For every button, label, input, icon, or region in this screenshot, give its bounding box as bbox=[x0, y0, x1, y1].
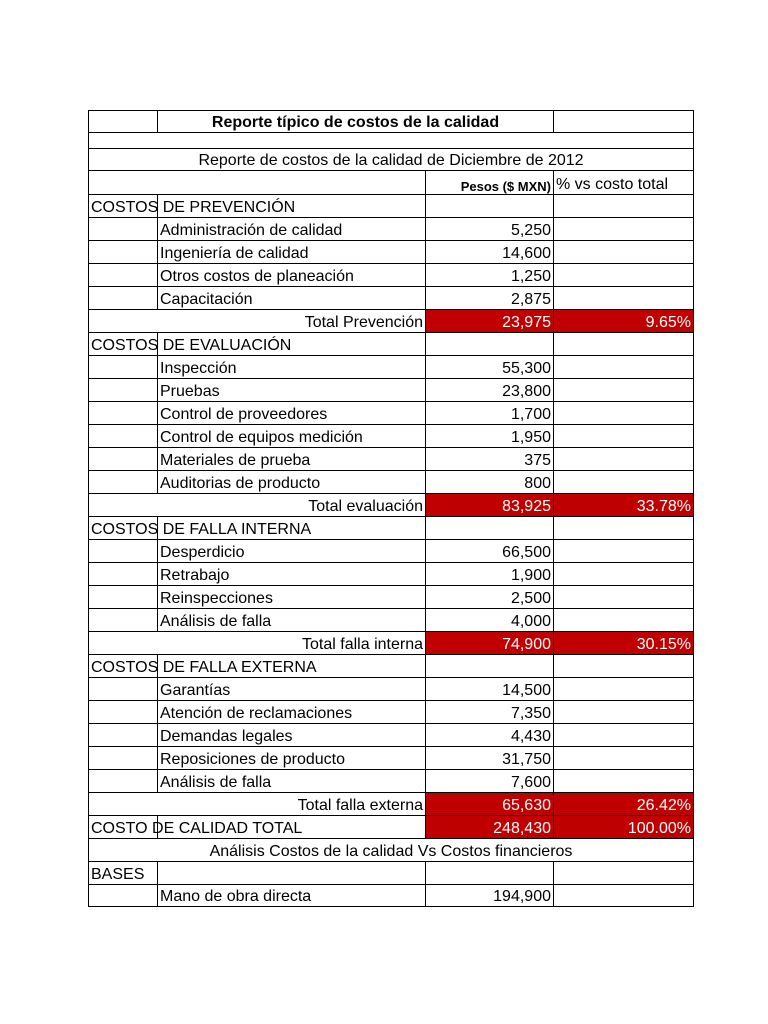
table-cell bbox=[553, 286, 694, 309]
line-item-label-text: Control de equipos medición bbox=[160, 429, 363, 446]
section-total-label-text: Total falla interna bbox=[302, 636, 423, 653]
line-item-value-text: 7,350 bbox=[510, 705, 551, 722]
table-cell bbox=[88, 355, 157, 378]
section-heading-text: COSTOS DE PREVENCIÓN bbox=[91, 199, 296, 216]
table-cell bbox=[425, 194, 553, 217]
section-total-pct bbox=[553, 792, 694, 815]
table-cell bbox=[553, 861, 694, 884]
line-item-row bbox=[0, 447, 768, 470]
line-item-row bbox=[0, 378, 768, 401]
line-item-value-text: 14,600 bbox=[502, 245, 551, 262]
table-cell bbox=[88, 585, 157, 608]
line-item-value bbox=[425, 608, 553, 631]
line-item-value bbox=[425, 677, 553, 700]
grand-total-value-text: 248,430 bbox=[493, 820, 551, 837]
line-item-label bbox=[157, 677, 425, 700]
table-cell bbox=[553, 263, 694, 286]
line-item-label bbox=[157, 585, 425, 608]
table-cell bbox=[553, 884, 694, 907]
line-item-value-text: 23,800 bbox=[502, 383, 551, 400]
line-item-value-text: 1,250 bbox=[510, 268, 551, 285]
table-cell bbox=[88, 700, 157, 723]
report-subtitle-text: Reporte de costos de la calidad de Diciembre de 2012 bbox=[198, 152, 584, 169]
table-cell bbox=[157, 861, 425, 884]
table-cell bbox=[88, 424, 157, 447]
section-total-value-text: 83,925 bbox=[502, 498, 551, 515]
grand-total-label-text: COSTO DE CALIDAD TOTAL bbox=[91, 820, 303, 837]
table-cell bbox=[88, 447, 157, 470]
line-item-row bbox=[0, 355, 768, 378]
line-item-label bbox=[157, 608, 425, 631]
line-item-row bbox=[0, 217, 768, 240]
line-item-label-text: Pruebas bbox=[160, 383, 220, 400]
grand-total-row bbox=[0, 815, 768, 838]
section-heading-text: COSTOS DE FALLA INTERNA bbox=[91, 521, 312, 538]
line-item-value bbox=[425, 447, 553, 470]
table-cell bbox=[553, 562, 694, 585]
table-cell bbox=[88, 746, 157, 769]
table-cell bbox=[88, 470, 157, 493]
line-item-label-text: Reposiciones de producto bbox=[160, 751, 346, 768]
table-cell bbox=[553, 194, 694, 217]
section-total-pct-text: 26.42% bbox=[636, 797, 691, 814]
line-item-value bbox=[425, 286, 553, 309]
section-total-pct-text: 30.15% bbox=[636, 636, 691, 653]
line-item-value bbox=[425, 401, 553, 424]
line-item-label bbox=[157, 746, 425, 769]
line-item-label bbox=[157, 723, 425, 746]
pct-header-text: % vs costo total bbox=[556, 176, 669, 193]
line-item-value bbox=[425, 746, 553, 769]
pesos-header bbox=[425, 170, 553, 194]
line-item-label bbox=[157, 355, 425, 378]
line-item-label-text: Capacitación bbox=[160, 291, 253, 308]
line-item-label bbox=[157, 470, 425, 493]
line-item-row bbox=[0, 723, 768, 746]
table-cell bbox=[553, 217, 694, 240]
line-item-label bbox=[157, 424, 425, 447]
line-item-label bbox=[157, 447, 425, 470]
table-cell bbox=[553, 332, 694, 355]
section-total-row bbox=[0, 309, 768, 332]
section-total-label-text: Total falla externa bbox=[297, 797, 423, 814]
table-cell bbox=[88, 769, 157, 792]
line-item-label bbox=[157, 240, 425, 263]
analysis-title bbox=[88, 838, 694, 861]
line-item-value bbox=[425, 585, 553, 608]
line-item-value-text: 55,300 bbox=[502, 360, 551, 377]
blank-row bbox=[0, 132, 768, 148]
grand-total-label bbox=[88, 815, 425, 838]
table-cell bbox=[553, 700, 694, 723]
section-total-pct bbox=[553, 631, 694, 654]
line-item-value-text: 375 bbox=[524, 452, 551, 469]
table-cell bbox=[553, 723, 694, 746]
section-total-row bbox=[0, 792, 768, 815]
section-total-label bbox=[88, 309, 425, 332]
table-cell bbox=[88, 677, 157, 700]
section-total-row bbox=[0, 631, 768, 654]
line-item-value-text: 1,700 bbox=[510, 406, 551, 423]
section-heading-row bbox=[0, 332, 768, 355]
table-cell bbox=[88, 562, 157, 585]
section-heading-row bbox=[0, 194, 768, 217]
section-total-value bbox=[425, 309, 553, 332]
table-cell bbox=[88, 539, 157, 562]
table-cell bbox=[553, 539, 694, 562]
line-item-label-text: Inspección bbox=[160, 360, 237, 377]
pesos-header-text: Pesos ($ MXN) bbox=[460, 179, 551, 194]
header-row bbox=[0, 170, 768, 194]
line-item-value bbox=[425, 470, 553, 493]
section-total-label bbox=[88, 493, 425, 516]
table-cell bbox=[88, 110, 157, 132]
line-item-value bbox=[425, 700, 553, 723]
line-item-value-text: 1,950 bbox=[510, 429, 551, 446]
table-cell bbox=[88, 884, 157, 907]
line-item-value-text: 66,500 bbox=[502, 544, 551, 561]
line-item-value bbox=[425, 263, 553, 286]
table-cell bbox=[553, 608, 694, 631]
line-item-row bbox=[0, 470, 768, 493]
line-item-label-text: Garantías bbox=[160, 682, 231, 699]
analysis-title-text: Análisis Costos de la calidad Vs Costos financieros bbox=[209, 843, 573, 860]
section-total-pct bbox=[553, 493, 694, 516]
table-cell bbox=[553, 470, 694, 493]
line-item-value-text: 800 bbox=[524, 475, 551, 492]
section-heading-text: COSTOS DE EVALUACIÓN bbox=[91, 337, 292, 354]
pct-header bbox=[553, 170, 694, 194]
base-item-label-text: Mano de obra directa bbox=[160, 888, 312, 905]
line-item-row bbox=[0, 769, 768, 792]
table-cell bbox=[553, 401, 694, 424]
report-title-text: Reporte típico de costos de la calidad bbox=[211, 114, 500, 131]
analysis-title-row bbox=[0, 838, 768, 861]
line-item-label-text: Atención de reclamaciones bbox=[160, 705, 353, 722]
section-total-label-text: Total evaluación bbox=[308, 498, 423, 515]
table-cell bbox=[88, 723, 157, 746]
base-item-row bbox=[0, 884, 768, 907]
section-total-label bbox=[88, 631, 425, 654]
grand-total-pct-text: 100.00% bbox=[627, 820, 691, 837]
table-cell bbox=[553, 240, 694, 263]
line-item-label-text: Materiales de prueba bbox=[160, 452, 311, 469]
line-item-label bbox=[157, 263, 425, 286]
line-item-label-text: Ingeniería de calidad bbox=[160, 245, 309, 262]
base-item-value bbox=[425, 884, 553, 907]
table-cell bbox=[553, 378, 694, 401]
table-cell bbox=[553, 447, 694, 470]
table-cell bbox=[553, 585, 694, 608]
table-cell bbox=[553, 769, 694, 792]
line-item-label bbox=[157, 700, 425, 723]
section-total-value-text: 23,975 bbox=[502, 314, 551, 331]
table-cell bbox=[553, 516, 694, 539]
line-item-label-text: Desperdicio bbox=[160, 544, 245, 561]
line-item-label-text: Otros costos de planeación bbox=[160, 268, 354, 285]
line-item-label-text: Análisis de falla bbox=[160, 613, 272, 630]
base-item-label bbox=[157, 884, 425, 907]
section-total-pct-text: 9.65% bbox=[645, 314, 691, 331]
table-cell bbox=[553, 746, 694, 769]
table-cell bbox=[88, 401, 157, 424]
line-item-value-text: 2,500 bbox=[510, 590, 551, 607]
line-item-label-text: Demandas legales bbox=[160, 728, 293, 745]
line-item-row bbox=[0, 286, 768, 309]
line-item-label bbox=[157, 769, 425, 792]
line-item-value bbox=[425, 539, 553, 562]
line-item-label bbox=[157, 217, 425, 240]
line-item-row bbox=[0, 746, 768, 769]
line-item-value-text: 4,430 bbox=[510, 728, 551, 745]
table-cell bbox=[88, 263, 157, 286]
line-item-row bbox=[0, 608, 768, 631]
section-heading bbox=[88, 194, 425, 217]
table-cell bbox=[88, 217, 157, 240]
line-item-value bbox=[425, 378, 553, 401]
section-total-value bbox=[425, 792, 553, 815]
section-total-label bbox=[88, 792, 425, 815]
line-item-row bbox=[0, 700, 768, 723]
line-item-label bbox=[157, 286, 425, 309]
table-cell bbox=[88, 608, 157, 631]
table-cell bbox=[88, 132, 694, 148]
line-item-value bbox=[425, 355, 553, 378]
line-item-label bbox=[157, 401, 425, 424]
table-cell bbox=[425, 654, 553, 677]
line-item-row bbox=[0, 677, 768, 700]
section-total-pct bbox=[553, 309, 694, 332]
section-total-value bbox=[425, 493, 553, 516]
section-total-value bbox=[425, 631, 553, 654]
line-item-row bbox=[0, 424, 768, 447]
subtitle-row bbox=[0, 148, 768, 170]
line-item-row bbox=[0, 585, 768, 608]
line-item-label-text: Administración de calidad bbox=[160, 222, 343, 239]
section-heading-text: COSTOS DE FALLA EXTERNA bbox=[91, 659, 317, 676]
section-heading bbox=[88, 654, 425, 677]
table-cell bbox=[425, 332, 553, 355]
section-heading bbox=[88, 516, 425, 539]
table-cell bbox=[425, 516, 553, 539]
line-item-value-text: 1,900 bbox=[510, 567, 551, 584]
section-total-value-text: 74,900 bbox=[502, 636, 551, 653]
line-item-value-text: 14,500 bbox=[502, 682, 551, 699]
table-cell bbox=[88, 240, 157, 263]
line-item-value bbox=[425, 217, 553, 240]
bases-label bbox=[88, 861, 157, 884]
line-item-value bbox=[425, 240, 553, 263]
line-item-value bbox=[425, 723, 553, 746]
table-cell bbox=[553, 654, 694, 677]
section-heading-row bbox=[0, 516, 768, 539]
table-cell bbox=[553, 110, 694, 132]
line-item-value bbox=[425, 769, 553, 792]
section-total-label-text: Total Prevención bbox=[304, 314, 423, 331]
table-cell bbox=[553, 355, 694, 378]
table-cell bbox=[553, 677, 694, 700]
title-row bbox=[0, 110, 768, 132]
line-item-label bbox=[157, 562, 425, 585]
table-cell bbox=[88, 170, 425, 194]
line-item-value-text: 7,600 bbox=[510, 774, 551, 791]
line-item-label bbox=[157, 539, 425, 562]
line-item-value bbox=[425, 424, 553, 447]
line-item-label-text: Análisis de falla bbox=[160, 774, 272, 791]
line-item-value-text: 31,750 bbox=[502, 751, 551, 768]
section-heading bbox=[88, 332, 425, 355]
line-item-row bbox=[0, 263, 768, 286]
line-item-label-text: Auditorias de producto bbox=[160, 475, 321, 492]
line-item-value-text: 4,000 bbox=[510, 613, 551, 630]
line-item-label-text: Reinspecciones bbox=[160, 590, 273, 607]
grand-total-pct bbox=[553, 815, 694, 838]
bases-row bbox=[0, 861, 768, 884]
section-total-row bbox=[0, 493, 768, 516]
table-cell bbox=[425, 861, 553, 884]
line-item-label bbox=[157, 378, 425, 401]
line-item-value-text: 2,875 bbox=[510, 291, 551, 308]
table-cell bbox=[553, 424, 694, 447]
line-item-label-text: Control de proveedores bbox=[160, 406, 328, 423]
line-item-row bbox=[0, 240, 768, 263]
line-item-value bbox=[425, 562, 553, 585]
line-item-value-text: 5,250 bbox=[510, 222, 551, 239]
grand-total-value bbox=[425, 815, 553, 838]
bases-label-text: BASES bbox=[91, 866, 145, 883]
line-item-row bbox=[0, 401, 768, 424]
section-total-value-text: 65,630 bbox=[502, 797, 551, 814]
table-cell bbox=[88, 286, 157, 309]
line-item-label-text: Retrabajo bbox=[160, 567, 230, 584]
report-subtitle bbox=[88, 148, 694, 170]
section-heading-row bbox=[0, 654, 768, 677]
base-item-value-text: 194,900 bbox=[493, 888, 551, 905]
line-item-row bbox=[0, 539, 768, 562]
table-cell bbox=[88, 378, 157, 401]
line-item-row bbox=[0, 562, 768, 585]
report-title bbox=[157, 110, 553, 132]
section-total-pct-text: 33.78% bbox=[636, 498, 691, 515]
